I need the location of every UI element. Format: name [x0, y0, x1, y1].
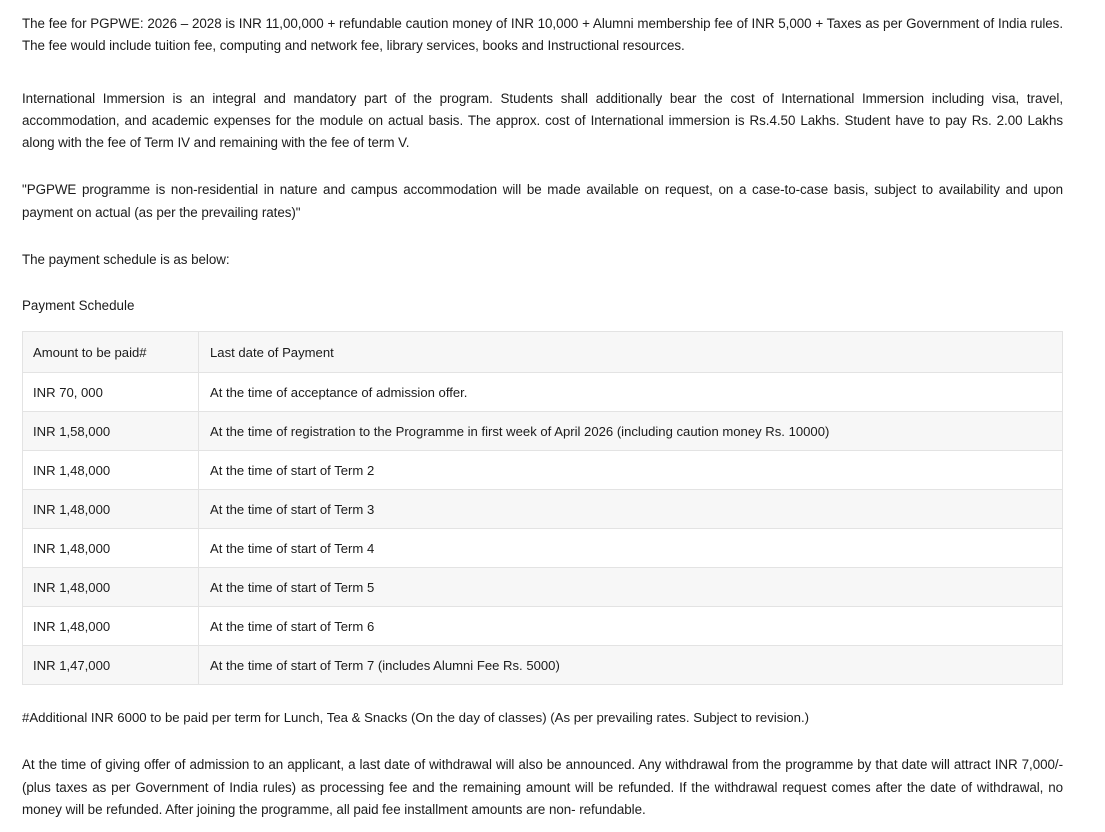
spacer [22, 729, 1063, 754]
cell-last-date: At the time of registration to the Programme in first week of April 2026 (including caution money Rs. 10000) [199, 412, 1063, 451]
column-header-amount: Amount to be paid# [23, 332, 199, 373]
cell-amount: INR 1,48,000 [23, 451, 199, 490]
spacer [22, 224, 1063, 249]
cell-amount: INR 1,48,000 [23, 568, 199, 607]
table-row [23, 607, 1063, 646]
paragraph-residential-note: "PGPWE programme is non-residential in nature and campus accommodation will be made available on request, on a case-to-case basis, subject to availability and upon payment on actual (as per the prevailing rates)" [22, 182, 1063, 220]
table-header [23, 332, 1063, 373]
cell-last-date: At the time of start of Term 5 [199, 568, 1063, 607]
paragraph-schedule-lead-in: The payment schedule is as below: [22, 252, 230, 268]
spacer [22, 58, 1063, 88]
spacer [22, 271, 1063, 296]
cell-amount: INR 1,58,000 [23, 412, 199, 451]
payment-schedule-title: Payment Schedule [22, 298, 135, 314]
payment-schedule-table [22, 331, 1063, 685]
spacer [22, 685, 1063, 707]
table-row [23, 490, 1063, 529]
cell-amount: INR 1,47,000 [23, 646, 199, 685]
column-header-last-date: Last date of Payment [199, 332, 1063, 373]
cell-amount: INR 1,48,000 [23, 607, 199, 646]
table-row [23, 451, 1063, 490]
cell-last-date: At the time of start of Term 2 [199, 451, 1063, 490]
table-row [23, 373, 1063, 412]
table-row [23, 412, 1063, 451]
table-row [23, 568, 1063, 607]
paragraph-fee-intro: The fee for PGPWE: 2026 – 2028 is INR 11,00,000 + refundable caution money of INR 10,000 + Alumni membership fee of INR 5,000 + Taxes as per Government of India rules. The fee would include tuition fee, computing and network fee, library services, books and Instructional resources. [22, 16, 1063, 54]
cell-last-date: At the time of start of Term 7 (includes Alumni Fee Rs. 5000) [199, 646, 1063, 685]
paragraph-additional-note: #Additional INR 6000 to be paid per term for Lunch, Tea & Snacks (On the day of classes) (As per prevailing rates. Subject to revision.) [22, 710, 810, 726]
table-row [23, 646, 1063, 685]
cell-amount: INR 1,48,000 [23, 529, 199, 568]
table-row [23, 529, 1063, 568]
cell-last-date: At the time of start of Term 4 [199, 529, 1063, 568]
cell-last-date: At the time of start of Term 6 [199, 607, 1063, 646]
spacer [22, 154, 1063, 179]
table-header-row [23, 332, 1063, 373]
cell-amount: INR 70, 000 [23, 373, 199, 412]
paragraph-international-immersion: International Immersion is an integral and mandatory part of the program. Students shall additionally bear the cost of International Immersion including visa, travel, accommodation, and academic expenses for the module on actual basis. The approx. cost of International immersion is Rs.4.50 Lakhs. Student have to pay Rs. 2.00 Lakhs along with the fee of Term IV and remaining with the fee of term V. [22, 90, 1063, 151]
spacer [22, 316, 1063, 331]
cell-last-date: At the time of start of Term 3 [199, 490, 1063, 529]
cell-amount: INR 1,48,000 [23, 490, 199, 529]
paragraph-withdrawal-policy: At the time of giving offer of admission to an applicant, a last date of withdrawal will also be announced. Any withdrawal from the programme by that date will attract INR 7,000/- (plus taxes as per Government of India rules) as processing fee and the remaining amount will be refunded. If the withdrawal request comes after the date of withdrawal, no money will be refunded. After joining the programme, all paid fee installment amounts are non- refundable. [22, 757, 1063, 817]
cell-last-date: At the time of acceptance of admission offer. [199, 373, 1063, 412]
table-body [23, 373, 1063, 685]
